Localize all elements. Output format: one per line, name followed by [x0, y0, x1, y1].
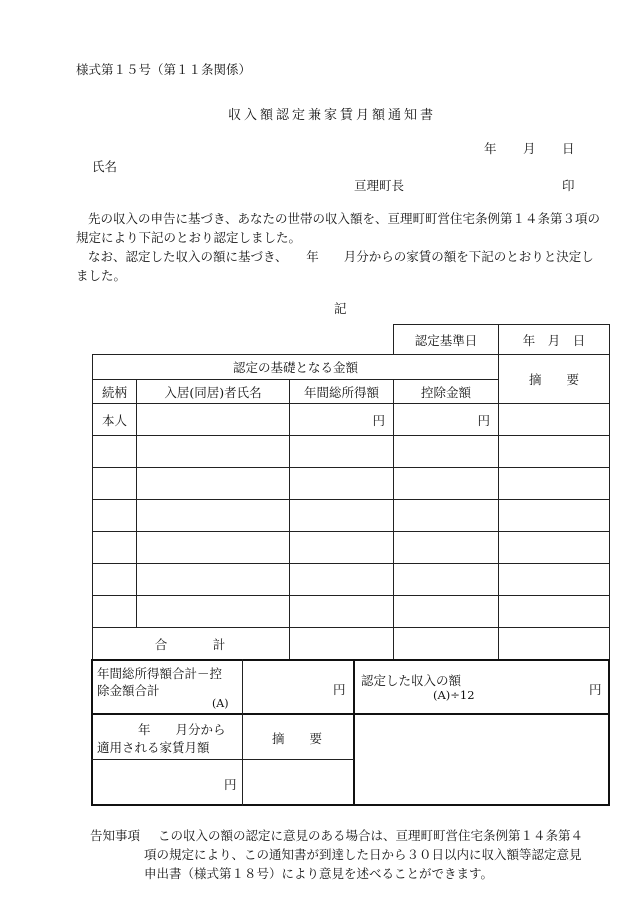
table-row	[93, 404, 610, 436]
net-income-label-2: 除金額合計	[97, 683, 160, 698]
notice-line-1: この収入の額の認定に意見のある場合は、亘理町町営住宅条例第１４条第４	[158, 828, 584, 843]
notice-line-3: 申出書（様式第１８号）により意見を述べることができます。	[144, 866, 494, 881]
relation-self: 本人	[93, 404, 137, 436]
table-row	[93, 468, 610, 500]
table-row	[93, 436, 610, 468]
blank-cell	[93, 325, 394, 355]
rent-label-1: 年 月分から	[138, 722, 226, 737]
seal-mark: 印	[562, 178, 575, 193]
deduction-yen: 円	[394, 404, 499, 436]
col-deduction: 控除金額	[394, 380, 499, 404]
body-paragraph-1: 先の収入の申告に基づき、あなたの世帯の収入額を、亘理町町営住宅条例第１４条第３項の規定により下記のとおり認定しました。	[76, 211, 601, 245]
total-row	[93, 628, 610, 660]
total-remarks-cell	[499, 628, 610, 660]
summary-left-divider	[242, 659, 243, 806]
date-day: 日	[562, 141, 575, 156]
base-date-label: 認定基準日	[394, 325, 499, 355]
base-date-value: 年 月 日	[499, 325, 610, 355]
certified-income-yen: 円	[589, 682, 602, 697]
table-row	[93, 500, 610, 532]
summary-vertical-divider	[353, 659, 355, 806]
net-income-label-1: 年間総所得額合計－控	[97, 666, 223, 681]
group-header: 認定の基礎となる金額	[93, 355, 499, 380]
rent-divider	[91, 759, 354, 760]
total-label: 合 計	[93, 628, 290, 660]
date-year: 年	[484, 141, 497, 156]
certified-income-formula: (A)÷12	[433, 688, 475, 702]
col-relation: 続柄	[93, 380, 137, 404]
total-income-cell	[290, 628, 394, 660]
certified-income-label: 認定した収入の額	[361, 673, 462, 688]
net-income-yen: 円	[333, 682, 346, 697]
net-income-mark: (A)	[212, 697, 229, 710]
income-yen: 円	[290, 404, 394, 436]
table-row	[93, 532, 610, 564]
rent-yen: 円	[224, 777, 237, 792]
resident-name-cell	[137, 404, 290, 436]
date-month: 月	[523, 141, 536, 156]
remarks-header: 摘 要	[499, 355, 610, 404]
col-resident-name: 入居(同居)者氏名	[137, 380, 290, 404]
ki-marker: 記	[334, 301, 347, 316]
income-table	[92, 324, 610, 660]
body-text	[76, 209, 606, 285]
issuer-name: 亘理町長	[354, 178, 405, 193]
document-title: 収入額認定兼家賃月額通知書	[228, 108, 437, 123]
table-row	[93, 596, 610, 628]
total-deduction-cell	[394, 628, 499, 660]
table-row	[93, 564, 610, 596]
rent-remarks-label: 摘 要	[272, 731, 323, 746]
remarks-cell	[499, 404, 610, 436]
form-number: 様式第１５号（第１１条関係）	[76, 62, 252, 77]
recipient-name-label: 氏名	[92, 159, 118, 174]
col-annual-income: 年間総所得額	[290, 380, 394, 404]
body-paragraph-2: なお、認定した収入の額に基づき、 年 月分からの家賃の額を下記のとおりと決定しました。	[76, 249, 594, 283]
summary-divider	[91, 713, 610, 715]
rent-label-2: 適用される家賃月額	[97, 740, 210, 755]
notice-line-2: 項の規定により、この通知書が到達した日から３０日以内に収入額等認定意見	[144, 847, 582, 862]
notice-label: 告知事項	[90, 828, 141, 843]
